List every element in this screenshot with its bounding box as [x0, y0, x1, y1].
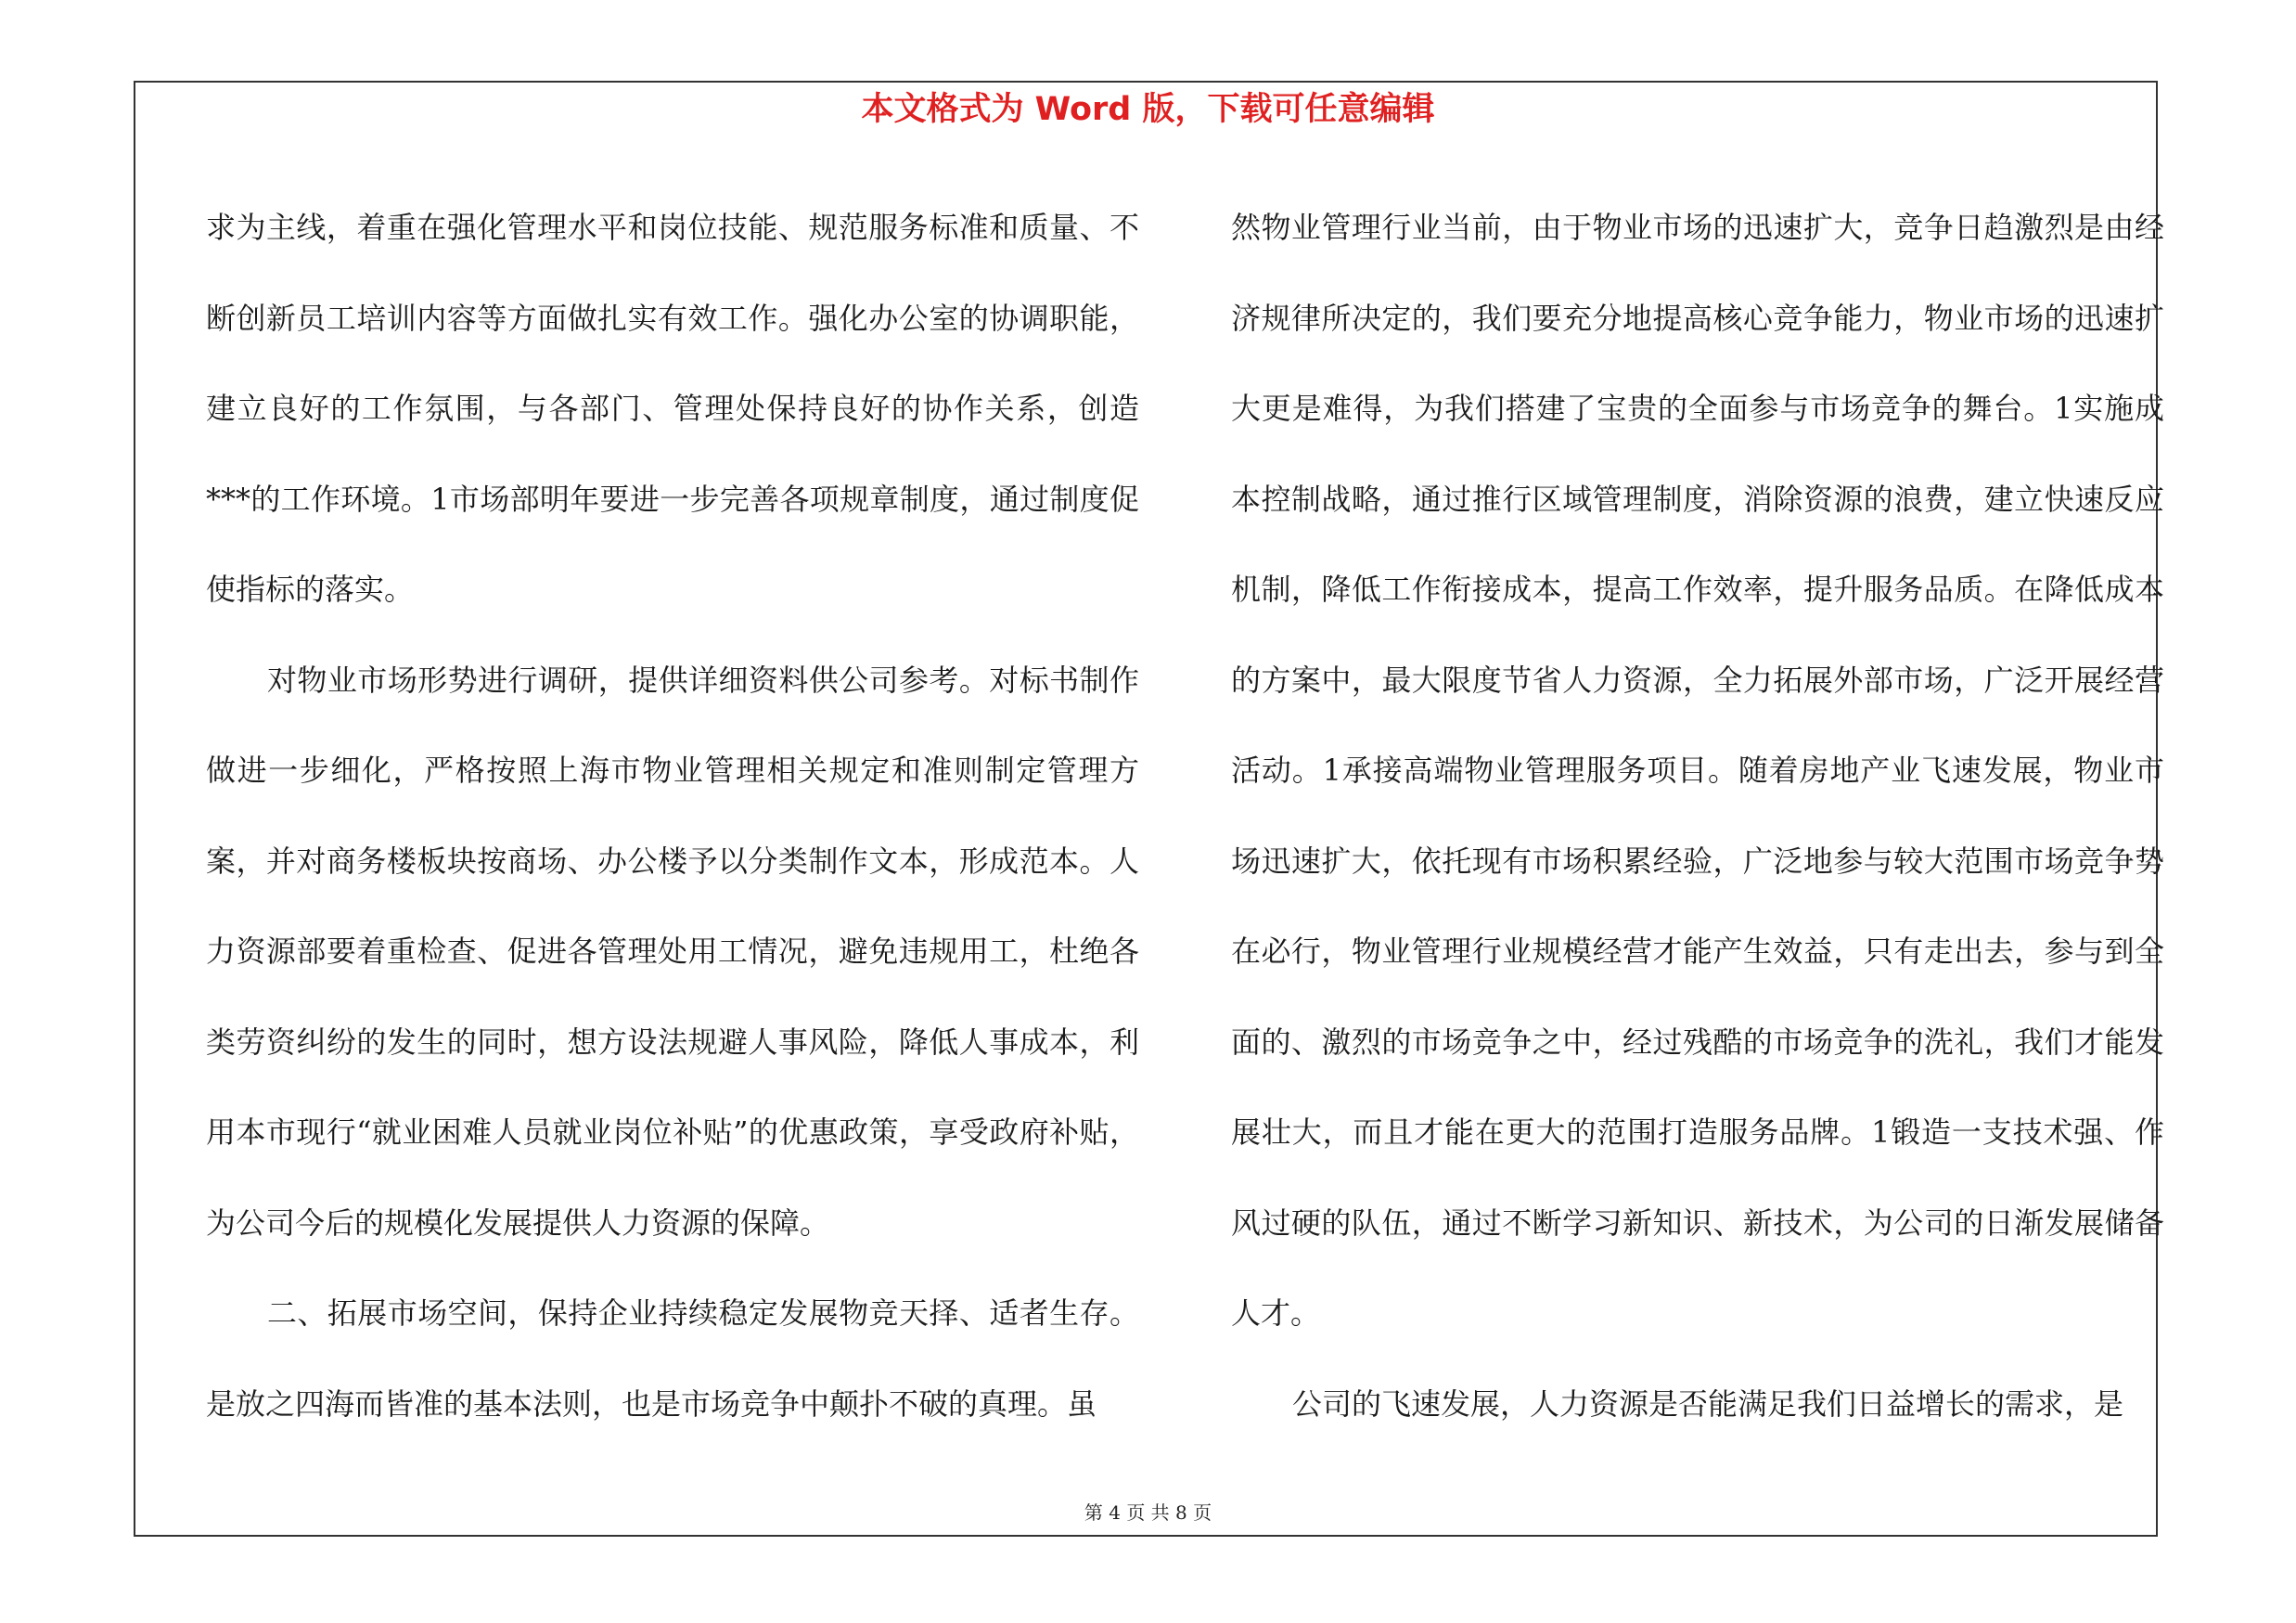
left-column — [206, 183, 1139, 1449]
paragraph: 二、拓展市场空间，保持企业持续稳定发展物竞天择、适者生存。是放之四海而皆准的基本法则，也是市场竞争中颠扑不破的真理。虽 — [206, 1295, 1139, 1422]
paragraph: 求为主线，着重在强化管理水平和岗位技能、规范服务标准和质量、不断创新员工培训内容等方面做扎实有效工作。强化办公室的协调职能，建立良好的工作氛围，与各部门、管理处保持良好的协作关系，创造***的工作环境。1市场部明年要进一步完善各项规章制度，通过制度促使指标的落实。 — [206, 210, 1139, 607]
paragraph: 对物业市场形势进行调研，提供详细资料供公司参考。对标书制作做进一步细化，严格按照上海市物业管理相关规定和准则制定管理方案，并对商务楼板块按商场、办公楼予以分类制作文本，形成范本。人力资源部要着重检查、促进各管理处用工情况，避免违规用工，杜绝各类劳资纠纷的发生的同时，想方设法规避人事风险，降低人事成本，利用本市现行“就业困难人员就业岗位补贴”的优惠政策，享受政府补贴，为公司今后的规模化发展提供人力资源的保障。 — [206, 662, 1139, 1241]
paragraph: 公司的飞速发展，人力资源是否能满足我们日益增长的需求，是 — [1292, 1385, 2124, 1422]
download-banner: 本文格式为 Word 版，下载可任意编辑 — [861, 91, 1435, 128]
paragraph: 然物业管理行业当前，由于物业市场的迅速扩大，竞争日趋激烈是由经济规律所决定的，我们要充分地提高核心竞争能力，物业市场的迅速扩大更是难得，为我们搭建了宝贵的全面参与市场竞争的舞台。1实施成本控制战略，通过推行区域管理制度，消除资源的浪费，建立快速反应机制，降低工作衔接成本，提高工作效率，提升服务品质。在降低成本的方案中，最大限度节省人力资源，全力拓展外部市场，广泛开展经营活动。1承接高端物业管理服务项目。随着房地产业飞速发展，物业市场迅速扩大，依托现有市场积累经验，广泛地参与较大范围市场竞争势在必行，物业管理行业规模经营才能产生效益，只有走出去，参与到全面的、激烈的市场竞争之中，经过残酷的市场竞争的洗礼，我们才能发展壮大，而且才能在更大的范围打造服务品牌。1锻造一支技术强、作风过硬的队伍，通过不断学习新知识、新技术，为公司的日渐发展储备人才。 — [1231, 210, 2164, 1331]
right-column — [1231, 183, 2164, 1449]
page-number-footer: 第 4 页 共 8 页 — [1084, 1501, 1212, 1524]
